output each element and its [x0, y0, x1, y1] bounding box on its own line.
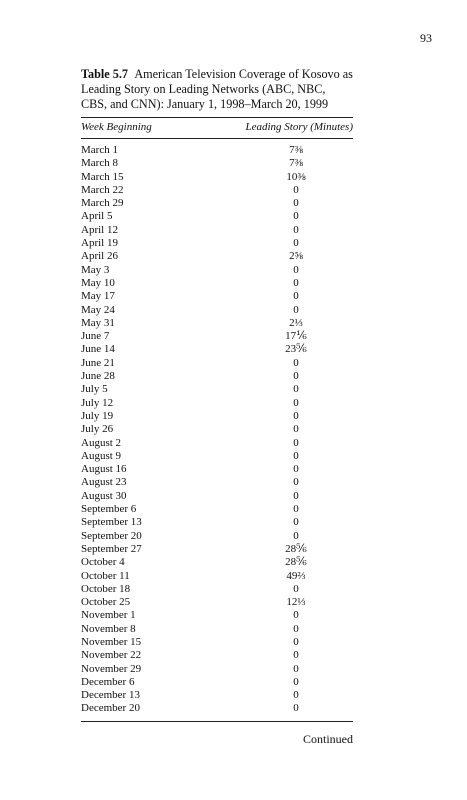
table-row — [81, 583, 353, 596]
table-label: Table 5.7 — [81, 67, 128, 81]
table-row — [81, 370, 353, 383]
week-cell: July 5 — [81, 383, 108, 396]
week-cell: November 29 — [81, 662, 142, 675]
table-row — [81, 463, 353, 476]
minutes-cell: 0 — [293, 409, 299, 422]
minutes-cell: 17⅙ — [285, 330, 307, 343]
minutes-cell: 7⅜ — [289, 144, 303, 156]
table-row — [81, 543, 353, 556]
table-row — [81, 157, 353, 170]
table-row — [81, 343, 353, 356]
week-cell: October 11 — [81, 569, 130, 582]
table-row — [81, 530, 353, 543]
table-bottom-rule — [81, 721, 353, 722]
minutes-cell: 0 — [293, 689, 299, 702]
week-cell: October 25 — [81, 596, 131, 609]
table-row — [81, 570, 353, 583]
minutes-cell: 10⅜ — [286, 170, 306, 183]
week-cell: August 2 — [81, 436, 122, 449]
table-row — [81, 237, 353, 250]
minutes-cell: 0 — [293, 356, 299, 369]
minutes-cell: 0 — [293, 303, 299, 316]
table-row — [81, 476, 353, 489]
week-cell: May 17 — [81, 290, 115, 303]
minutes-cell: 0 — [293, 529, 299, 542]
week-cell: April 19 — [81, 237, 118, 250]
week-cell: April 26 — [81, 250, 118, 263]
table-header-rule — [81, 138, 353, 139]
week-cell: May 24 — [81, 303, 115, 316]
week-cell: June 28 — [81, 370, 115, 383]
table-row — [81, 490, 353, 503]
minutes-cell: 23⅚ — [285, 343, 307, 356]
table-row — [81, 357, 353, 370]
week-cell: June 14 — [81, 343, 115, 356]
table-row — [81, 609, 353, 622]
week-cell: September 13 — [81, 516, 142, 529]
week-cell: May 31 — [81, 316, 115, 329]
minutes-cell: 0 — [293, 263, 299, 276]
table-row — [81, 516, 353, 529]
minutes-cell: 2⅝ — [289, 250, 303, 263]
table-row — [81, 290, 353, 303]
table-row — [81, 197, 353, 210]
week-cell: March 29 — [81, 197, 124, 210]
table-row — [81, 676, 353, 689]
minutes-cell: 0 — [293, 383, 299, 396]
column-header-week: Week Beginning — [81, 121, 152, 133]
week-cell: August 9 — [81, 449, 122, 462]
minutes-cell: 0 — [293, 370, 299, 383]
table-row — [81, 689, 353, 702]
table-row — [81, 330, 353, 343]
table-row — [81, 144, 353, 157]
minutes-cell: 0 — [293, 675, 299, 688]
week-cell: October 4 — [81, 556, 125, 569]
week-cell: December 6 — [81, 675, 135, 688]
week-cell: September 20 — [81, 529, 142, 542]
table-row — [81, 264, 353, 277]
table-body — [81, 144, 353, 716]
week-cell: June 21 — [81, 356, 115, 369]
table-row — [81, 623, 353, 636]
table-title: American Television Coverage of Kosovo as Leading Story on Leading Networks (ABC, NBC, CBS, and CNN): January 1, 1998–March 20, 1999 — [81, 67, 353, 111]
minutes-cell: 2⅓ — [289, 316, 303, 329]
minutes-cell: 0 — [293, 582, 299, 595]
week-cell: September 27 — [81, 542, 142, 555]
week-cell: September 6 — [81, 503, 137, 516]
minutes-cell: 0 — [293, 476, 299, 489]
minutes-cell: 0 — [293, 662, 299, 675]
table-row — [81, 503, 353, 516]
table-row — [81, 397, 353, 410]
week-cell: March 8 — [81, 157, 118, 170]
table-row — [81, 636, 353, 649]
minutes-cell: 0 — [293, 649, 299, 662]
minutes-cell: 49⅔ — [286, 569, 306, 582]
minutes-cell: 0 — [293, 223, 299, 236]
minutes-cell: 0 — [293, 622, 299, 635]
minutes-cell: 0 — [293, 436, 299, 449]
week-cell: April 12 — [81, 223, 118, 236]
week-cell: July 26 — [81, 423, 114, 436]
table-row — [81, 383, 353, 396]
table-row — [81, 210, 353, 223]
week-cell: March 15 — [81, 170, 124, 183]
column-header-minutes: Leading Story (Minutes) — [245, 121, 353, 133]
minutes-cell: 28⅚ — [285, 542, 307, 555]
week-cell: November 15 — [81, 635, 142, 648]
table-row — [81, 663, 353, 676]
minutes-cell: 0 — [293, 197, 299, 210]
week-cell: August 30 — [81, 489, 127, 502]
week-cell: July 12 — [81, 396, 114, 409]
week-cell: June 7 — [81, 330, 110, 343]
minutes-cell: 0 — [293, 463, 299, 476]
continued-label: Continued — [303, 732, 353, 746]
minutes-cell: 0 — [293, 276, 299, 289]
week-cell: October 18 — [81, 582, 131, 595]
week-cell: March 22 — [81, 183, 124, 196]
table-row — [81, 450, 353, 463]
table-row — [81, 423, 353, 436]
table-row — [81, 304, 353, 317]
week-cell: December 20 — [81, 702, 140, 715]
page-number: 93 — [420, 31, 432, 45]
week-cell: December 13 — [81, 689, 140, 702]
minutes-cell: 28⅚ — [285, 556, 307, 569]
table-row — [81, 596, 353, 609]
minutes-cell: 12⅓ — [286, 596, 306, 609]
minutes-cell: 7⅜ — [289, 157, 303, 170]
week-cell: November 1 — [81, 609, 136, 622]
table-row — [81, 556, 353, 569]
week-cell: November 22 — [81, 649, 142, 662]
minutes-cell: 0 — [293, 635, 299, 648]
table-row — [81, 224, 353, 237]
minutes-cell: 0 — [293, 423, 299, 436]
week-cell: July 19 — [81, 409, 114, 422]
table-row — [81, 250, 353, 263]
table-row — [81, 184, 353, 197]
minutes-cell: 0 — [293, 489, 299, 502]
week-cell: August 16 — [81, 463, 127, 476]
minutes-cell: 0 — [293, 503, 299, 516]
minutes-cell: 0 — [293, 290, 299, 303]
week-cell: March 1 — [81, 144, 118, 156]
table-caption — [81, 67, 353, 112]
table-row — [81, 437, 353, 450]
minutes-cell: 0 — [293, 237, 299, 250]
week-cell: May 3 — [81, 263, 110, 276]
minutes-cell: 0 — [293, 702, 299, 715]
table-row — [81, 649, 353, 662]
minutes-cell: 0 — [293, 396, 299, 409]
week-cell: April 5 — [81, 210, 113, 223]
week-cell: August 23 — [81, 476, 127, 489]
week-cell: November 8 — [81, 622, 136, 635]
table-row — [81, 171, 353, 184]
table-row — [81, 410, 353, 423]
minutes-cell: 0 — [293, 449, 299, 462]
table-row — [81, 702, 353, 715]
minutes-cell: 0 — [293, 210, 299, 223]
table-row — [81, 317, 353, 330]
week-cell: May 10 — [81, 276, 115, 289]
minutes-cell: 0 — [293, 183, 299, 196]
table-top-rule — [81, 117, 353, 118]
minutes-cell: 0 — [293, 609, 299, 622]
minutes-cell: 0 — [293, 516, 299, 529]
table-row — [81, 277, 353, 290]
